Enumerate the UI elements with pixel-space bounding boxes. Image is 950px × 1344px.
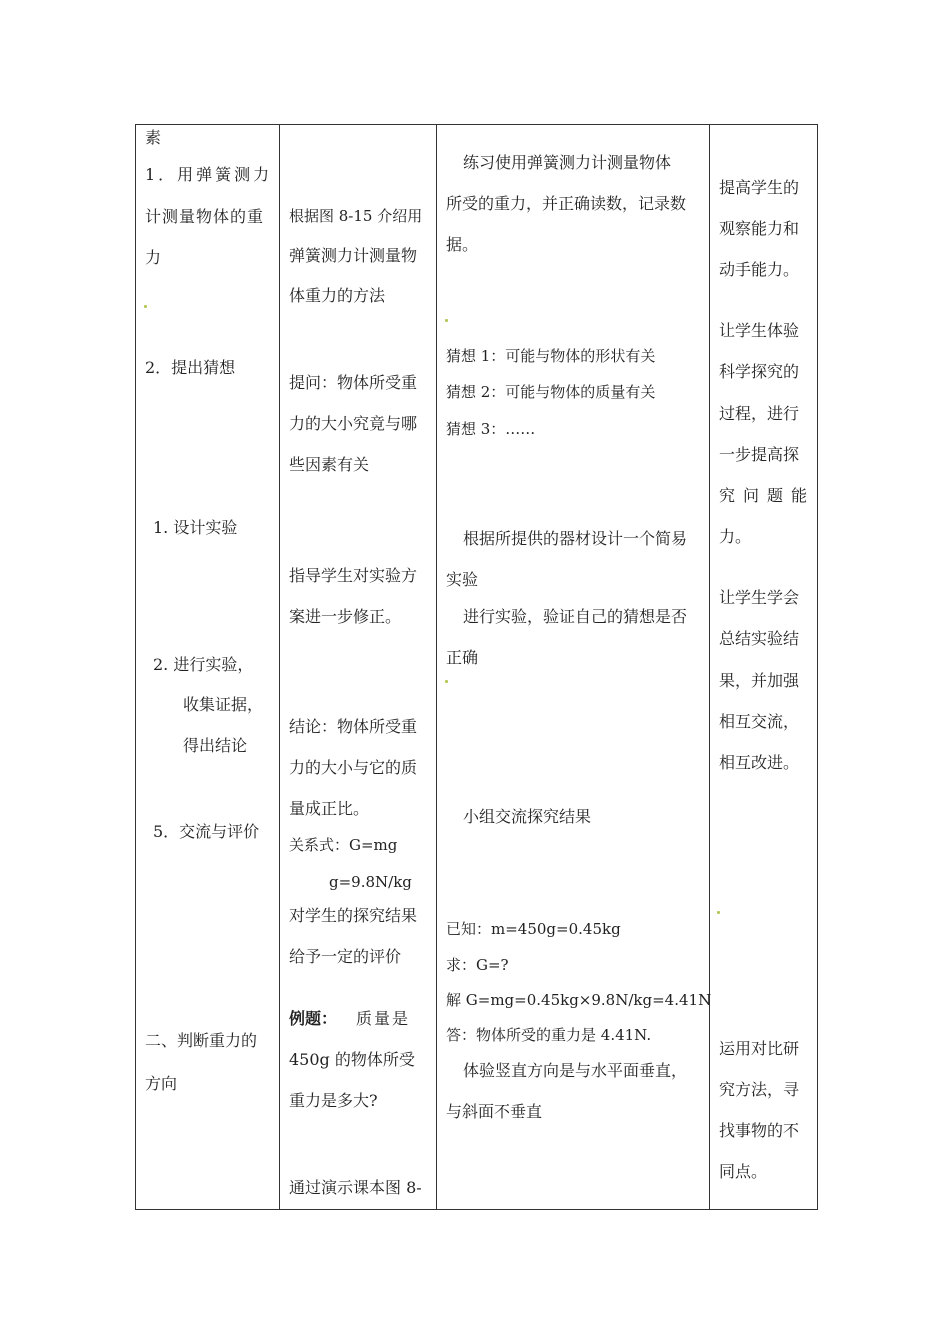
intent-line: 相互改进。 — [719, 753, 800, 772]
intent-line: 动手能力。 — [719, 260, 800, 279]
intent-line: 同点。 — [719, 1162, 768, 1181]
teacher-line: 力的大小与它的质 — [289, 758, 418, 777]
teacher-line: 体重力的方法 — [289, 286, 386, 305]
teacher-line: 些因素有关 — [289, 455, 370, 474]
student-line: 求：G=? — [446, 956, 509, 974]
intent-line: 究问题能 — [719, 486, 816, 505]
student-activity-column — [436, 125, 712, 1209]
content-line: 2．提出猜想 — [145, 358, 236, 377]
student-line: 答：物体所受的重力是 4.41N. — [446, 1026, 652, 1044]
mark-dot — [717, 911, 720, 914]
intent-line: 力。 — [719, 527, 752, 546]
teacher-line: 通过演示课本图 8- — [289, 1178, 422, 1197]
mark-dot — [445, 319, 448, 322]
student-line: 正确 — [446, 648, 479, 667]
student-line: 解 G=mg=0.45kg×9.8N/kg=4.41N — [446, 991, 712, 1009]
student-line: 体验竖直方向是与水平面垂直， — [463, 1061, 688, 1080]
student-line: 据。 — [446, 235, 479, 254]
teacher-line: 案进一步修正。 — [289, 607, 402, 626]
student-line: 与斜面不垂直 — [446, 1102, 543, 1121]
content-line: 二、判断重力的 — [145, 1031, 258, 1050]
content-line: 计测量物体的重 — [145, 207, 265, 226]
content-line: 方向 — [145, 1074, 178, 1093]
teacher-line: 给予一定的评价 — [289, 947, 402, 966]
intent-line: 科学探究的 — [719, 362, 800, 381]
lesson-table — [135, 124, 818, 1210]
content-line: 收集证据， — [183, 695, 264, 714]
intent-line: 找事物的不 — [719, 1121, 800, 1140]
intent-line: 相互交流， — [719, 712, 800, 731]
student-line: 所受的重力，并正确读数，记录数 — [446, 194, 687, 213]
teacher-line: 质量是 — [356, 1009, 411, 1028]
example-label: 例题： — [289, 1009, 338, 1028]
content-line: 素 — [145, 128, 162, 147]
intent-line: 提高学生的 — [719, 178, 800, 197]
student-line: 猜想 3：…… — [446, 420, 536, 438]
content-line: 得出结论 — [183, 736, 248, 755]
teacher-line: 450g 的物体所受 — [289, 1050, 415, 1069]
mark-dot — [144, 305, 147, 308]
design-intent-column — [709, 125, 817, 1209]
intent-line: 究方法，寻 — [719, 1080, 800, 1099]
intent-line: 总结实验结 — [719, 629, 800, 648]
teacher-line: 结论：物体所受重 — [289, 717, 418, 736]
content-column — [136, 125, 279, 1209]
student-line: 实验 — [446, 570, 479, 589]
student-line: 练习使用弹簧测力计测量物体 — [463, 153, 672, 172]
intent-line: 过程，进行 — [719, 404, 800, 423]
content-line: 力 — [145, 248, 162, 267]
teacher-line: g=9.8N/kg — [329, 873, 412, 891]
teacher-line: 重力是多大? — [289, 1091, 378, 1110]
student-line: 猜想 1：可能与物体的形状有关 — [446, 347, 656, 365]
teacher-line: 对学生的探究结果 — [289, 906, 418, 925]
teacher-line: 关系式：G=mg — [289, 836, 398, 854]
intent-line: 果，并加强 — [719, 671, 800, 690]
teacher-line: 提问：物体所受重 — [289, 373, 418, 392]
intent-line: 一步提高探 — [719, 445, 800, 464]
teacher-line: 量成正比。 — [289, 799, 370, 818]
teacher-line: 力的大小究竟与哪 — [289, 414, 418, 433]
intent-line: 让学生学会 — [719, 588, 800, 607]
teacher-line: 根据图 8-15 介绍用 — [289, 207, 423, 225]
content-line: 5．交流与评价 — [153, 822, 260, 841]
content-line: 1. 设计实验 — [153, 518, 238, 537]
intent-line: 让学生体验 — [719, 321, 800, 340]
student-line: 进行实验，验证自己的猜想是否 — [463, 607, 688, 626]
content-line: 2. 进行实验， — [153, 655, 254, 674]
teacher-activity-column — [279, 125, 436, 1209]
student-line: 已知：m=450g=0.45kg — [446, 920, 621, 938]
student-line: 根据所提供的器材设计一个简易 — [463, 529, 688, 548]
teacher-line: 指导学生对实验方 — [289, 566, 418, 585]
teacher-line: 弹簧测力计测量物 — [289, 246, 418, 265]
content-line: 1．用弹簧测力 — [145, 165, 273, 184]
student-line: 小组交流探究结果 — [463, 807, 592, 826]
intent-line: 观察能力和 — [719, 219, 800, 238]
mark-dot — [445, 680, 448, 683]
intent-line: 运用对比研 — [719, 1039, 800, 1058]
student-line: 猜想 2：可能与物体的质量有关 — [446, 383, 656, 401]
